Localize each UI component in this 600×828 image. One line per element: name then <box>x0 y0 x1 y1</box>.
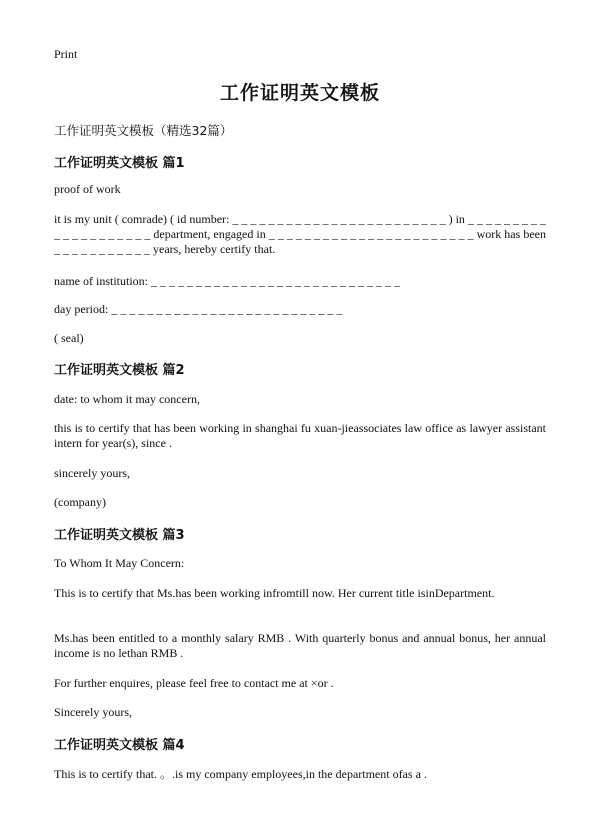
section-3-paragraph-2: This is to certify that Ms.has been working infromtill now. Her current title isinDepartment. <box>54 586 495 600</box>
section-3-heading: 工作证明英文模板 篇3 <box>54 528 185 543</box>
section-1-paragraph-2: it is my unit ( comrade) ( id number: _ _ _ _ _ _ _ _ _ _ _ _ _ _ _ _ _ _ _ _ _ _ _ _ ) in _ _ _ _ _ _ _ _ _ _ _ _ _ _ _ _ _ _ _ _ department, engaged in _ _ _ _ _ _ _ _ _ _ _ _ _ _ _ _ _ _ _ _ _ _ _ work has been _ _ _ _ _ _ _ _ _ _ _ years, hereby certify that. <box>54 212 546 256</box>
print-label[interactable]: Print <box>54 47 78 61</box>
section-2-paragraph-2: this is to certify that has been working in shanghai fu xuan-jieassociates law office as lawyer assistant intern for year(s), since . <box>54 421 546 450</box>
section-3-paragraph-4: For further enquires, please feel free to contact me at ×or . <box>54 676 334 690</box>
section-1-heading: 工作证明英文模板 篇1 <box>54 156 185 171</box>
section-1-paragraph-5: ( seal) <box>54 331 84 345</box>
document-title: 工作证明英文模板 <box>219 82 380 104</box>
section-3-paragraph-5: Sincerely yours, <box>54 705 132 719</box>
section-3-paragraph-3: Ms.has been entitled to a monthly salary RMB . With quarterly bonus and annual bonus, her annual income is no lethan RMB . <box>54 631 546 660</box>
section-1-paragraph-1: proof of work <box>54 182 121 196</box>
section-2-heading: 工作证明英文模板 篇2 <box>54 363 185 378</box>
section-3-paragraph-1: To Whom It May Concern: <box>54 556 185 570</box>
section-2-paragraph-4: (company) <box>54 495 106 509</box>
section-4-heading: 工作证明英文模板 篇4 <box>54 738 185 753</box>
section-2-paragraph-3: sincerely yours, <box>54 466 130 480</box>
document-subtitle: 工作证明英文模板（精选32篇） <box>54 123 233 138</box>
section-2-paragraph-1: date: to whom it may concern, <box>54 392 200 406</box>
section-4-paragraph-1: This is to certify that. 。.is my company employees,in the department ofas a . <box>54 767 427 781</box>
section-1-paragraph-3: name of institution: _ _ _ _ _ _ _ _ _ _ _ _ _ _ _ _ _ _ _ _ _ _ _ _ _ _ _ _ <box>54 274 400 288</box>
section-1-paragraph-4: day period: _ _ _ _ _ _ _ _ _ _ _ _ _ _ _ _ _ _ _ _ _ _ _ _ _ _ <box>54 302 343 316</box>
